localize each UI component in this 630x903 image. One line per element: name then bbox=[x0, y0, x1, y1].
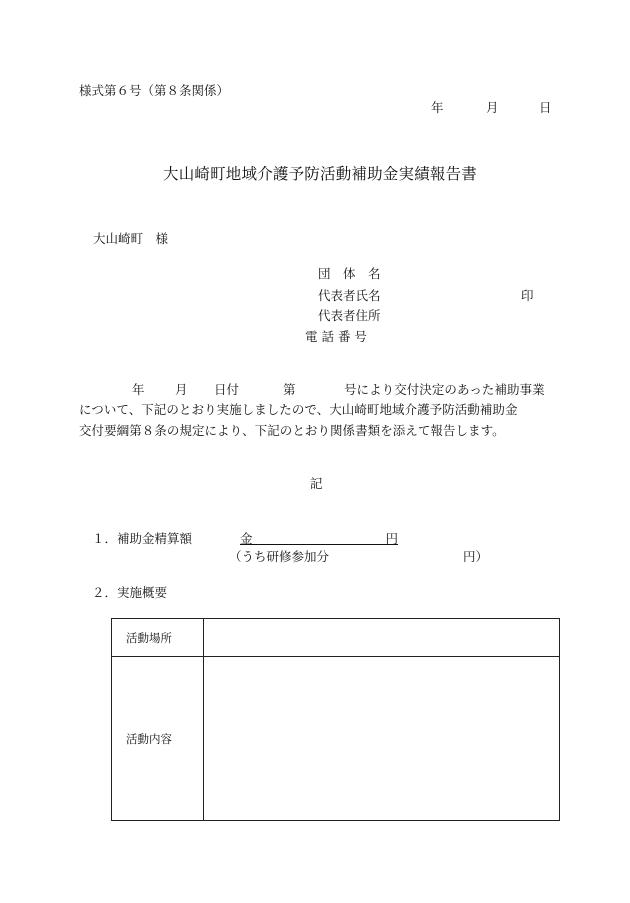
addressee: 大山崎町 様 bbox=[93, 231, 169, 246]
activity-location-label: 活動場所 bbox=[112, 619, 204, 657]
amount-suffix: 円 bbox=[385, 531, 398, 546]
date-month: 月 bbox=[486, 100, 499, 115]
training-amount-suffix: 円） bbox=[463, 549, 489, 564]
phone-number-label: 電 話 番 号 bbox=[305, 329, 367, 344]
representative-address-label: 代表者住所 bbox=[318, 308, 381, 323]
table-row bbox=[112, 619, 560, 657]
form-number: 様式第６号（第８条関係） bbox=[79, 83, 230, 98]
document-title: 大山崎町地域介護予防活動補助金実績報告書 bbox=[163, 165, 478, 183]
body-number-prefix: 第 bbox=[283, 382, 296, 397]
representative-name-label: 代表者氏名 bbox=[318, 288, 381, 303]
group-name-label: 団 体 名 bbox=[318, 266, 381, 281]
date-day: 日 bbox=[539, 100, 552, 115]
body-line3: 交付要綱第８条の規定により、下記のとおり関係書類を添えて報告します。 bbox=[79, 423, 505, 438]
body-line1-rest: 号により交付決定のあった補助事業 bbox=[344, 382, 545, 397]
activity-content-label: 活動内容 bbox=[112, 657, 204, 821]
amount-prefix: 金 bbox=[240, 531, 253, 546]
activity-location-field[interactable] bbox=[204, 619, 560, 657]
body-day: 日付 bbox=[214, 382, 240, 397]
activity-content-field[interactable] bbox=[204, 657, 560, 821]
seal-mark: 印 bbox=[521, 288, 534, 303]
date-year: 年 bbox=[431, 100, 444, 115]
activity-table bbox=[111, 618, 560, 821]
amount-field bbox=[240, 529, 398, 548]
body-line2: について、下記のとおり実施しましたので、大山崎町地域介護予防活動補助金 bbox=[79, 402, 518, 417]
table-row bbox=[112, 657, 560, 821]
body-month: 月 bbox=[175, 382, 188, 397]
body-year: 年 bbox=[132, 382, 145, 397]
section2-label: ２．実施概要 bbox=[92, 585, 168, 600]
section1-label: １．補助金精算額 bbox=[92, 531, 193, 546]
ki-heading: 記 bbox=[310, 476, 323, 491]
training-amount-label: （うち研修参加分 bbox=[229, 549, 330, 564]
